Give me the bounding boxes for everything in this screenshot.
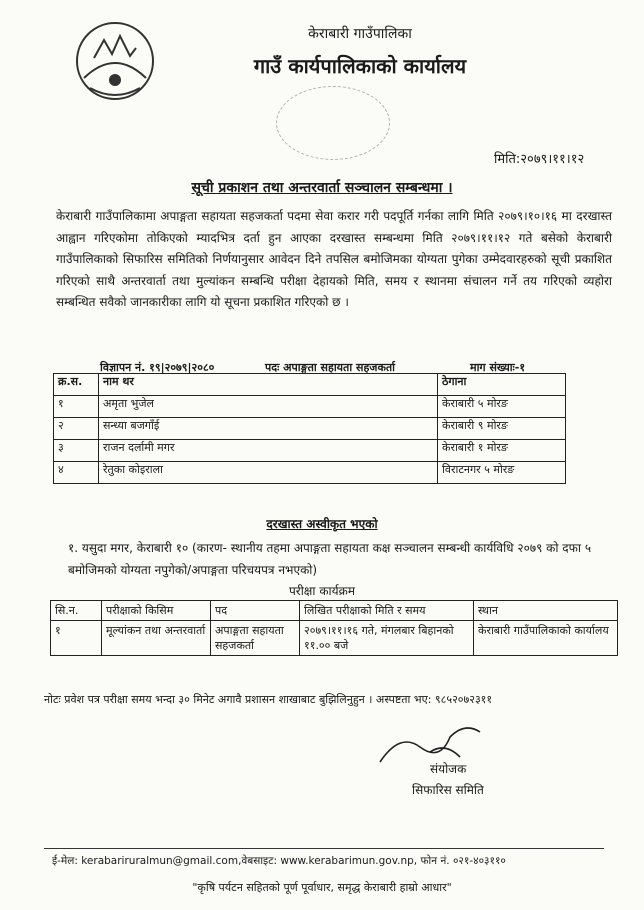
footer-divider xyxy=(44,848,604,849)
cell-type: मूल्यांकन तथा अन्तरवार्ता xyxy=(102,621,211,656)
col-post-header: पद xyxy=(211,601,300,621)
cell-name: रेतुका कोइराला xyxy=(99,462,438,484)
cell-address: केराबारी ९ मोरङ xyxy=(438,418,566,440)
table-row xyxy=(54,396,566,418)
ad-post: पदः अपाङ्गता सहायता सहजकर्ता xyxy=(265,361,396,374)
table-row xyxy=(54,440,566,462)
notice-date: मिति:२०७९।११।१२ xyxy=(494,152,585,167)
col-address-header: ठेगाना xyxy=(438,374,566,396)
col-type-header: परीक्षाको किसिम xyxy=(102,601,211,621)
col-sn-header: सि.न. xyxy=(51,601,102,621)
cell-address: विराटनगर ५ मोरङ xyxy=(438,462,566,484)
cell-name: राजन दर्लामी मगर xyxy=(99,440,438,462)
cell-sn: २ xyxy=(54,418,99,440)
cell-sn: १ xyxy=(54,396,99,418)
col-sn-header: क्र.स. xyxy=(54,374,99,396)
candidate-table xyxy=(53,373,566,484)
cell-name: सन्ध्या बजगाँई xyxy=(99,418,438,440)
notice-body: केराबारी गाउँपालिकामा अपाङ्गता सहायता सहजकर्ता पदमा सेवा करार गरी पदपूर्ति गर्नका लागि मिति २०७९।१०।१६ मा दरखास्त आह्वान गरिएकोमा तोकिएको म्यादभित्र दर्ता हुन आएका दरखास्त सम्बन्धमा मिति २०७९।११।१२ गते बसेको केराबारी गाउँपालिकाको सिफारिस समितिको निर्णयानुसार आवेदन दिने तपसिल बमोजिमका योग्यता पुगेका उम्मेदवारहरुको सूची प्रकाशित गरिएको साथै अन्तरवार्ता तथा मुल्यांकन सम्बन्धि परीक्षा देहायको मिति, समय र स्थानमा संचालन गर्ने तय गरिएको व्यहोरा सम्बन्धित सवैको जानकारीका लागि यो सूचना प्रकाशित गरिएको छ । xyxy=(56,209,612,309)
col-datetime-header: लिखित परीक्षाको मिति र समय xyxy=(300,601,474,621)
col-name-header: नाम थर xyxy=(99,374,438,396)
cell-name: अमृता भुजेल xyxy=(99,396,438,418)
table-row xyxy=(51,621,618,656)
cell-sn: ४ xyxy=(54,462,99,484)
table-row xyxy=(54,418,566,440)
exam-table xyxy=(50,600,618,656)
cell-sn: १ xyxy=(51,621,102,656)
cell-address: केराबारी १ मोरङ xyxy=(438,440,566,462)
municipality-name: केराबारी गाउँपालिका xyxy=(308,26,412,42)
cell-post: अपाङ्गता सहायता सहजकर्ता xyxy=(211,621,300,656)
cell-sn: ३ xyxy=(54,440,99,462)
cell-place: केराबारी गाउँपालिकाको कार्यालय xyxy=(474,621,618,656)
exam-title: परीक्षा कार्यक्रम xyxy=(288,584,356,598)
table-header-row xyxy=(54,374,566,396)
cell-address: केराबारी ५ मोरङ xyxy=(438,396,566,418)
ad-number: विज्ञापन नं. १९|२०७९|२०८० xyxy=(100,361,215,374)
signature-committee: सिफारिस समिति xyxy=(412,783,484,797)
note-text: नोटः प्रवेश पत्र परीक्षा समय भन्दा ३० मिनेट अगावै प्रशासन शाखाबाट बुझिलिनुहुन । अस्पष्टता भए: ९८५२०७२३११ xyxy=(44,693,493,706)
footer-slogan: "कृषि पर्यटन सहितको पूर्ण पूर्वाधार, समृद्ध केराबारी हाम्रो आधार" xyxy=(192,881,452,894)
table-header-row xyxy=(51,601,618,621)
office-stamp xyxy=(276,86,390,160)
rejected-title: दरखास्त अस्वीकृत भएको xyxy=(266,517,378,531)
nepal-emblem-icon xyxy=(72,18,158,104)
signature-role: संयोजक xyxy=(430,762,467,776)
table-row xyxy=(54,462,566,484)
office-name: गाउँ कार्यपालिकाको कार्यालय xyxy=(253,54,467,78)
notice-subject: सूची प्रकाशन तथा अन्तरवार्ता सञ्चालन सम्बन्धमा । xyxy=(191,180,453,196)
footer-contact: ई-मेल: kerabariruralmun@gmail.com,वेबसाइट: www.kerabarimun.gov.np, फोन नं. ०२१-४०३११० xyxy=(52,855,506,867)
cell-datetime: २०७९।११।१६ गते, मंगलबार बिहानको ११.०० बजे xyxy=(300,621,474,656)
ad-demand: माग संख्याः-१ xyxy=(470,361,526,374)
col-place-header: स्थान xyxy=(474,601,618,621)
rejected-item: १. यसुदा मगर, केराबारी १० (कारण- स्थानीय तहमा अपाङ्गता सहायता कक्ष सञ्चालन सम्बन्धी कार्यविधि २०७९ को दफा ५ बमोजिमको योग्यता नपुगेको/अपाङ्गता परिचयपत्र नभएको) xyxy=(68,541,592,577)
